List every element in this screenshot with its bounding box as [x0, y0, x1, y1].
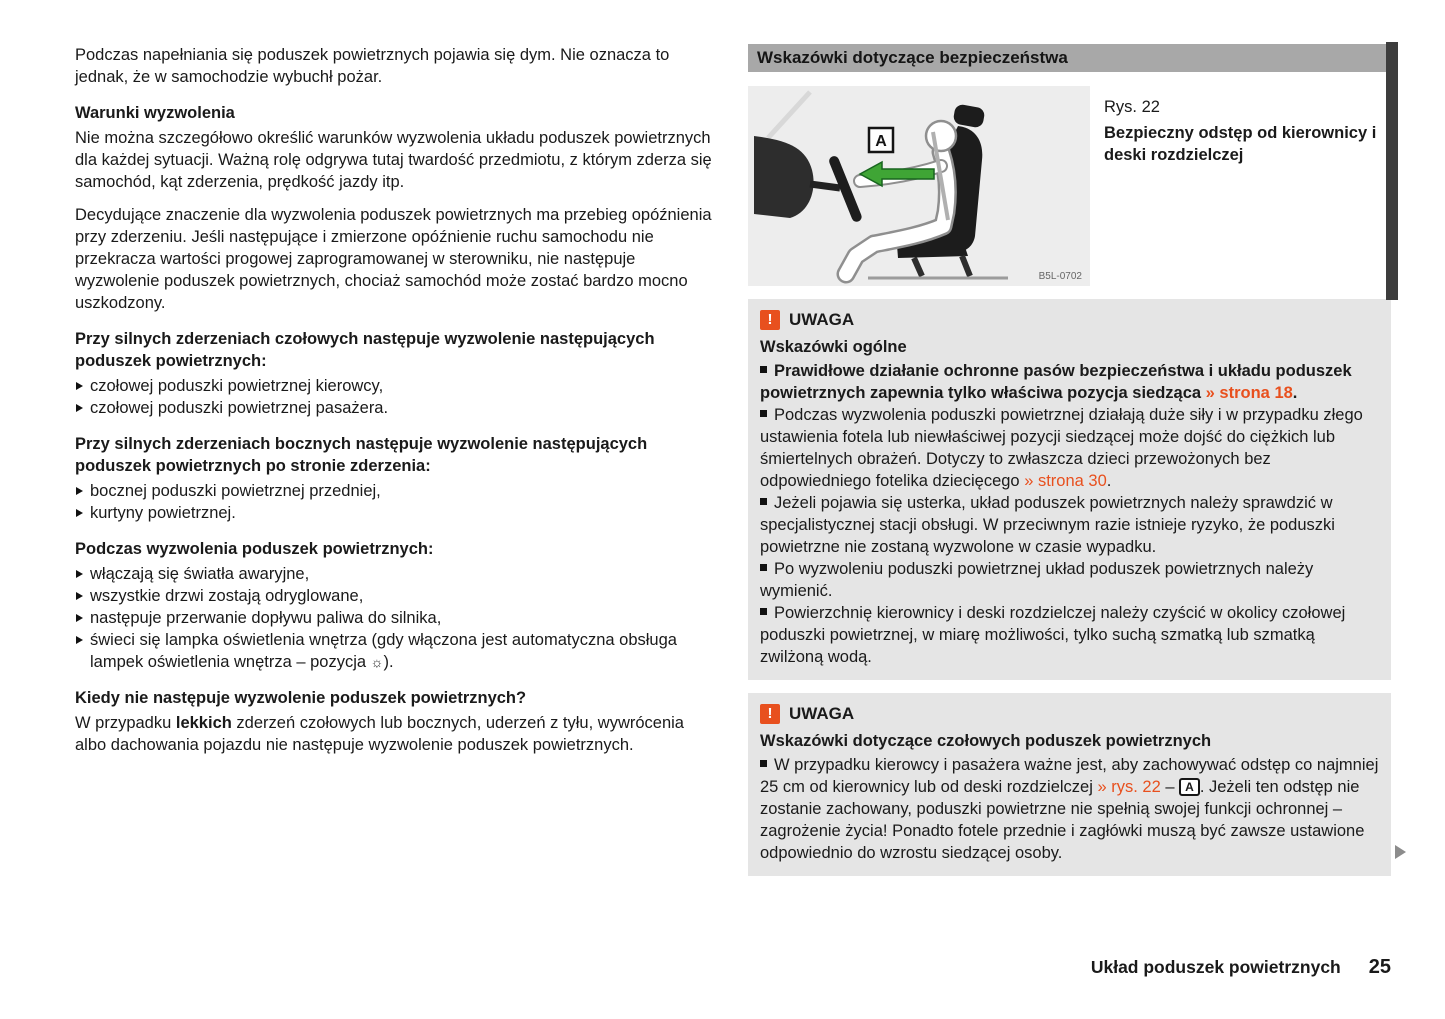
marker-letter: A — [875, 133, 887, 150]
text-segment: lekkich — [175, 714, 232, 732]
warning-item — [760, 754, 1379, 864]
list-item — [75, 375, 712, 397]
warning-item-text — [760, 406, 1363, 490]
warning-item — [760, 404, 1379, 492]
list-item-text: włączają się światła awaryjne, — [90, 565, 310, 583]
warning-title: UWAGA — [789, 310, 855, 329]
warning-item — [760, 492, 1379, 558]
list-item — [75, 397, 712, 419]
bullet-arrow-icon — [76, 509, 83, 517]
warning-subtitle: Wskazówki dotyczące czołowych poduszek powietrznych — [760, 732, 1212, 750]
bullet-square-icon — [760, 760, 767, 767]
right-column — [748, 44, 1391, 876]
list-item-text: bocznej poduszki powietrznej przedniej, — [90, 482, 381, 500]
text-segment: . — [1292, 384, 1298, 402]
bullet-list-frontal — [75, 375, 712, 419]
bullet-arrow-icon — [76, 404, 83, 412]
list-item — [75, 502, 712, 524]
text-segment: Prawidłowe działanie ochronne pasów bezpieczeństwa i układu poduszek powietrznych zapewnia tylko właściwa pozycja siedząca — [760, 362, 1352, 402]
interior-light-symbol-icon: ☼ — [370, 654, 384, 670]
chapter-tab-marker — [1386, 42, 1398, 300]
page-reference-link[interactable]: » strona 30 — [1024, 472, 1107, 490]
bullet-arrow-icon — [76, 487, 83, 495]
warning-header — [760, 309, 1379, 331]
bullet-list-side — [75, 480, 712, 524]
warning-item — [760, 360, 1379, 404]
text-segment: W przypadku — [75, 714, 176, 732]
warning-item-text: Powierzchnię kierownicy i deski rozdzielczej należy czyścić w okolicy czołowej poduszki powietrznej, w miarę możliwości, tylko suchą szmatką lub szmatką zwilżoną wodą. — [760, 604, 1346, 666]
warning-item-text: Jeżeli pojawia się usterka, układ poduszek powietrznych należy sprawdzić w specjalistycznej stacji obsługi. W przeciwnym razie istnieje ryzyko, że poduszki powietrzne nie zostaną wyzwolone w czasie wypadku. — [760, 494, 1335, 556]
paragraph-conditions-2: Decydujące znaczenie dla wyzwolenia poduszek powietrznych ma przebieg opóźnienia przy zderzeniu. Jeśli następujące i zmierzone opóźnienie ruchu samochodu nie przekracza wartości progowej zaprogramowanej w sterowniku, nie następuje wyzwolenie poduszek powietrznych, chociaż samochód może zostać bardzo mocno uszkodzony. — [75, 206, 712, 312]
text-segment: W przypadku kierowcy i pasażera ważne jest, aby zachowywać odstęp co najmniej 25 cm od kierownicy lub od deski rozdzielczej — [760, 756, 1379, 796]
list-item — [75, 607, 712, 629]
bullet-list-during — [75, 563, 712, 673]
text-segment: Podczas wyzwolenia poduszki powietrznej działają duże siły i w przypadku złego ustawienia fotela lub niewłaściwej pozycji siedzącej może dojść do ciężkich lub śmiertelnych obrażeń. Dotyczy to zwłaszcza dzieci przewożonych bez odpowiedniego fotelika dziecięcego — [760, 406, 1363, 490]
footer-section-title: Układ poduszek powietrznych — [1090, 957, 1341, 977]
text-segment: . Jeżeli ten odstęp nie zostanie zachowany, poduszki powietrzne nie spełnią swojej funkcji ochronnej – zagrożenie życia! Ponadto fotele przednie i zagłówki muszą być zawsze ustawione odpowiednio do wzrostu siedzącej osoby. — [760, 778, 1365, 862]
figure-caption-block — [1104, 86, 1391, 286]
figure-marker-reference: A — [1179, 778, 1200, 796]
text-segment: świeci się lampka oświetlenia wnętrza (gdy włączona jest automatyczna obsługa lampek oświetlenia wnętrza – pozycja — [90, 631, 677, 671]
page-footer — [1091, 956, 1391, 978]
bullet-arrow-icon — [76, 382, 83, 390]
paragraph-conditions-1: Nie można szczegółowo określić warunków wyzwolenia układu poduszek powietrznych dla każdej sytuacji. Ważną rolę odgrywa tutaj twardość przedmiotu, z którym zderza się samochód, kąt zderzenia, prędkość jazdy itp. — [75, 129, 712, 191]
left-column — [75, 44, 712, 767]
warning-icon: ! — [760, 704, 780, 724]
bullet-square-icon — [760, 366, 767, 373]
distance-marker — [869, 128, 893, 152]
text-segment: – — [1160, 778, 1180, 796]
figure-caption: Bezpieczny odstęp od kierownicy i deski rozdzielczej — [1104, 124, 1377, 164]
warning-item-text — [760, 362, 1352, 402]
section-heading-side: Przy silnych zderzeniach bocznych następuje wyzwolenie następujących poduszek powietrznych po stronie zderzenia: — [75, 435, 648, 475]
figure-code: B5L-0702 — [1038, 271, 1082, 282]
page-reference-link[interactable]: » rys. 22 — [1097, 778, 1161, 796]
list-item-text — [90, 629, 712, 673]
bullet-arrow-icon — [76, 592, 83, 600]
text-segment: ). — [383, 653, 394, 671]
list-item — [75, 480, 712, 502]
list-item-text: następuje przerwanie dopływu paliwa do silnika, — [90, 609, 442, 627]
section-heading-frontal: Przy silnych zderzeniach czołowych następuje wyzwolenie następujących poduszek powietrznych: — [75, 330, 655, 370]
list-item-text: wszystkie drzwi zostają odryglowane, — [90, 587, 364, 605]
figure-block — [748, 86, 1391, 286]
section-heading-when-not: Kiedy nie następuje wyzwolenie poduszek powietrznych? — [75, 689, 527, 707]
paragraph-when-not — [75, 712, 712, 756]
bullet-arrow-icon — [76, 636, 83, 644]
list-item-text: kurtyny powietrznej. — [90, 504, 236, 522]
figure-label: Rys. 22 — [1104, 98, 1160, 116]
list-item — [75, 585, 712, 607]
warning-icon: ! — [760, 310, 780, 330]
bullet-square-icon — [760, 410, 767, 417]
paragraph-intro: Podczas napełniania się poduszek powietrznych pojawia się dym. Nie oznacza to jednak, że w samochodzie wybuchł pożar. — [75, 46, 670, 86]
warning-item — [760, 602, 1379, 668]
bullet-square-icon — [760, 498, 767, 505]
list-item-text: czołowej poduszki powietrznej kierowcy, — [90, 377, 384, 395]
warning-item-text — [760, 756, 1378, 862]
page-number: 25 — [1368, 956, 1391, 978]
bullet-square-icon — [760, 608, 767, 615]
list-item-text: czołowej poduszki powietrznej pasażera. — [90, 399, 389, 417]
bullet-square-icon — [760, 564, 767, 571]
section-heading-conditions: Warunki wyzwolenia — [75, 104, 235, 122]
safety-section-header: Wskazówki dotyczące bezpieczeństwa — [748, 44, 1391, 72]
warning-subtitle: Wskazówki ogólne — [760, 338, 907, 356]
section-heading-during: Podczas wyzwolenia poduszek powietrznych: — [75, 540, 434, 558]
steering-column — [810, 184, 840, 188]
warning-title: UWAGA — [789, 704, 855, 723]
warning-item — [760, 558, 1379, 602]
continuation-arrow-icon — [1395, 845, 1406, 859]
figure-22 — [748, 86, 1090, 286]
warning-box-general — [748, 299, 1391, 680]
seat-distance-illustration — [748, 86, 1090, 286]
bullet-arrow-icon — [76, 614, 83, 622]
list-item — [75, 629, 712, 673]
text-segment: . — [1106, 472, 1112, 490]
page-reference-link[interactable]: » strona 18 — [1205, 384, 1293, 402]
list-item — [75, 563, 712, 585]
bullet-arrow-icon — [76, 570, 83, 578]
text-segment: zderzeń czołowych lub bocznych, uderzeń z tyłu, wywrócenia albo dachowania pojazdu nie następuje wyzwolenie poduszek powietrznych. — [75, 714, 684, 754]
warning-header — [760, 703, 1379, 725]
warning-box-frontal-airbags — [748, 693, 1391, 876]
warning-item-text: Po wyzwoleniu poduszki powietrznej układ poduszek powietrznych należy wymienić. — [760, 560, 1314, 600]
